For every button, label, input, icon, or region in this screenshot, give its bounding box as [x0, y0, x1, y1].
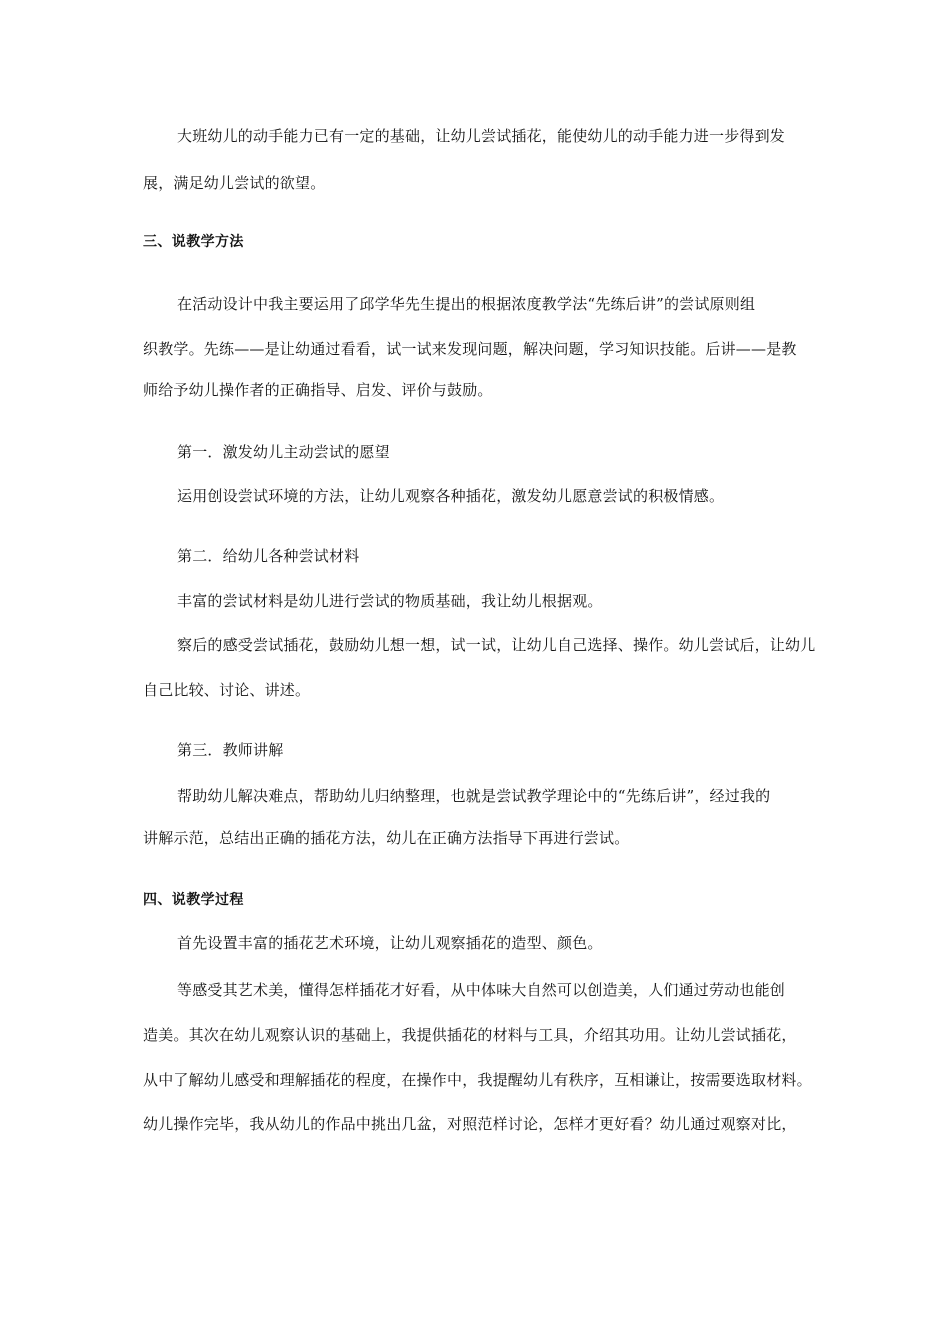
section-3-para-line-3: 师给予幼儿操作者的正确指导、启发、评价与鼓励。: [143, 381, 493, 399]
item-3-line-2: 讲解示范，总结出正确的插花方法，幼儿在正确方法指导下再进行尝试。: [143, 829, 630, 847]
item-2-title: 第二．给幼儿各种尝试材料: [177, 547, 360, 565]
intro-line-1: 大班幼儿的动手能力已有一定的基础，让幼儿尝试插花，能使幼儿的动手能力进一步得到发: [177, 127, 786, 145]
intro-line-2: 展，满足幼儿尝试的欲望。: [143, 174, 326, 192]
section-4-para-2-line-2: 造美。其次在幼儿观察认识的基础上，我提供插花的材料与工具，介绍其功用。让幼儿尝试插花，: [143, 1026, 797, 1044]
item-1-text: 运用创设尝试环境的方法，让幼儿观察各种插花，激发幼儿愿意尝试的积极情感。: [177, 487, 725, 505]
section-4-para-2-line-1: 等感受其艺术美，懂得怎样插花才好看，从中体味大自然可以创造美，人们通过劳动也能创: [177, 981, 786, 999]
item-2-text-2-line-2: 自己比较、讨论、讲述。: [143, 681, 311, 699]
item-3-line-1: 帮助幼儿解决难点，帮助幼儿归纳整理，也就是尝试教学理论中的“先练后讲”，经过我的: [177, 787, 771, 805]
section-4-para-1: 首先设置丰富的插花艺术环境，让幼儿观察插花的造型、颜色。: [177, 934, 603, 952]
item-2-text-2-line-1: 察后的感受尝试插花，鼓励幼儿想一想，试一试，让幼儿自己选择、操作。幼儿尝试后，让幼儿: [177, 636, 816, 654]
item-3-title: 第三．教师讲解: [177, 741, 284, 759]
section-3-heading: 三、说教学方法: [143, 234, 244, 250]
section-4-heading: 四、说教学过程: [143, 892, 244, 908]
section-3-para-line-2: 织教学。先练——是让幼通过看看，试一试来发现问题，解决问题，学习知识技能。后讲——是教: [143, 340, 797, 358]
section-3-para-line-1: 在活动设计中我主要运用了邱学华先生提出的根据浓度教学法“先练后讲”的尝试原则组: [177, 295, 756, 313]
item-1-title: 第一．激发幼儿主动尝试的愿望: [177, 443, 390, 461]
section-4-para-2-line-3: 从中了解幼儿感受和理解插花的程度，在操作中，我提醒幼儿有秩序，互相谦让，按需要选取材料。: [143, 1071, 812, 1089]
item-2-text-1: 丰富的尝试材料是幼儿进行尝试的物质基础，我让幼儿根据观。: [177, 592, 603, 610]
section-4-para-2-line-4: 幼儿操作完毕，我从幼儿的作品中挑出几盆，对照范样讨论，怎样才更好看？幼儿通过观察对比，: [143, 1115, 797, 1133]
